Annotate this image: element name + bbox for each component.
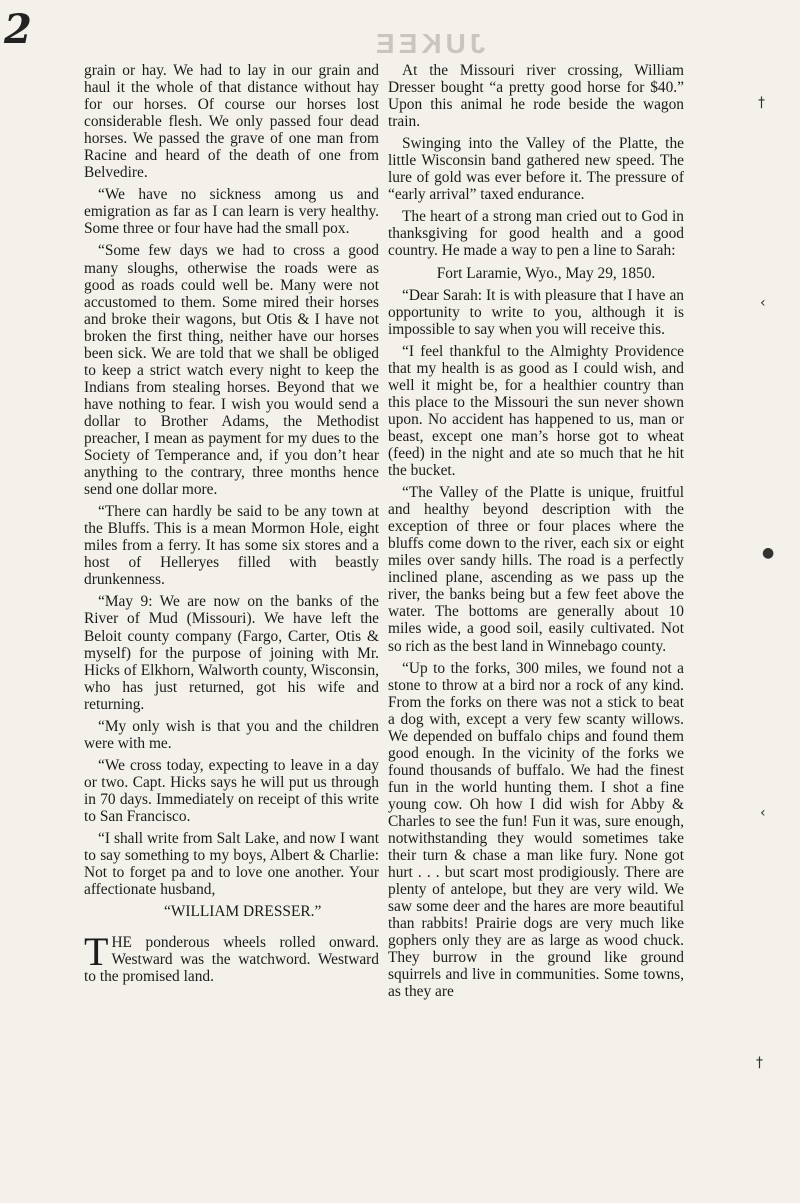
left-paragraph-2: “We have no sickness among us and emigration as far as I can learn is very healthy. Some three or four have had the small pox. <box>84 186 379 238</box>
left-paragraph-5: “May 9: We are now on the banks of the River of Mud (Missouri). We have left the Beloit county company (Fargo, Carter, Otis & myself) for the purpose of joining with Mr. Hicks of Elkhorn, Walworth county, Wisconsin, who has just returned, got his wife and returning. <box>84 593 379 713</box>
letter-dateline: Fort Laramie, Wyo., May 29, 1850. <box>436 264 656 282</box>
left-paragraph-3: “Some few days we had to cross a good many sloughs, otherwise the roads were as good as roads could well be. Many were not accustomed to them. Some mired their horses and broke their wagons, but Otis & I have not broken the first thing, neither have our horses been sick. We are told that we shall be obliged to keep a strict watch every night to keep the Indians from stealing horses. Beyond that we have nothing to fear. I wish you would send a dollar to Brother Adams, the Methodist preacher, I mean as payment for my dues to the Society of Temperance and, if you don’t hear anything to the contrary, three months hence send one dollar more. <box>84 242 379 499</box>
right-paragraph-2: Swinging into the Valley of the Platte, the little Wisconsin band gathered new speed. The lure of gold was ever before it. The pressure of “early arrival” taxed endurance. <box>388 135 684 204</box>
right-column <box>388 62 684 1000</box>
left-paragraph-6: “My only wish is that you and the children were with me. <box>84 717 379 752</box>
right-paragraph-5: “I feel thankful to the Almighty Providence that my health is as good as I could wish, and well it might be, for a healthier country than this place to the Missouri the sun never shown upon. No accident has happened to us, man or beast, except one man’s horse got to wheat (feed) in the night and ate so much that he hit the bucket. <box>388 342 684 480</box>
right-paragraph-4: “Dear Sarah: It is with pleasure that I have an opportunity to write to you, although it is impossible to say when you will receive this. <box>388 286 684 338</box>
dropcap-paragraph-text: HE ponderous wheels rolled onward. Westward was the watchword. Westward to the promised land. <box>84 934 379 986</box>
right-paragraph-1: At the Missouri river crossing, William Dresser bought “a pretty good horse for $40.” Upon this animal he rode beside the wagon train. <box>388 62 684 131</box>
letter-signature: “WILLIAM DRESSER.” <box>164 903 322 921</box>
right-paragraph-6: “The Valley of the Platte is unique, fruitful and healthy beyond description with the exception of three or four places where the bluffs come down to the river, each six or eight miles over sandy hills. The road is a perfectly inclined plane, ascending as we pass up the river, the banks being but a few feet above the water. The bottoms are generally about 10 miles wide, a good soil, easily cultivated. Not so rich as the best land in Winnebago county. <box>388 484 684 655</box>
right-paragraph-7: “Up to the forks, 300 miles, we found not a stone to throw at a bird nor a rock of any kind. From the forks on there was not a stick to beat a dog with, except a very few scanty willows. We depended on buffalo chips and found them good enough. In the vicinity of the forks we found thousands of buffalo. We had the finest fun in the world hunting them. I shot a fine young cow. Oh how I did wish for Abby & Charles to see the fun! Fun it was, sure enough, notwithstanding they would sometimes take their turn & chase a man like fury. None got hurt . . . but scart most prodigiously. There are plenty of antelope, but they are very wild. We saw some deer and the hares are more beautiful than rabbits! Prairie dogs are very much like gophers only they are as large as wood chuck. They burrow in the ground like ground squirrels and live in communities. Some towns, as they are <box>388 659 684 1001</box>
margin-mark: † <box>758 95 765 111</box>
margin-mark: † <box>756 1055 763 1071</box>
margin-mark: ● <box>762 545 775 561</box>
header-stamp: JUKEE <box>372 28 486 59</box>
left-paragraph-4: “There can hardly be said to be any town at the Bluffs. This is a mean Mormon Hole, eight miles from a ferry. It has some six stores and a host of Helleryes filled with beastly drunkenness. <box>84 503 379 589</box>
right-paragraph-3: The heart of a strong man cried out to God in thanksgiving for good health and a good country. He made a way to pen a line to Sarah: <box>388 208 684 260</box>
left-paragraph-dropcap <box>84 929 379 986</box>
left-paragraph-1: grain or hay. We had to lay in our grain and haul it the whole of that distance without hay for our horses. Of course our horses lost considerable flesh. We only passed four dead horses. We passed the grave of one man from Racine and heard of the death of one from Belvedire. <box>84 62 379 182</box>
dropcap-letter: T <box>84 929 109 975</box>
margin-mark: ‹ <box>760 295 766 311</box>
left-paragraph-7: “We cross today, expecting to leave in a day or two. Capt. Hicks says he will put us through in 70 days. Immediately on receipt of this write to San Francisco. <box>84 756 379 825</box>
left-paragraph-8: “I shall write from Salt Lake, and now I want to say something to my boys, Albert & Charlie: Not to forget pa and to love one another. Your affectionate husband, <box>84 830 379 899</box>
left-column <box>84 62 379 985</box>
page-number: 2 <box>4 6 32 53</box>
margin-mark: ‹ <box>760 805 766 821</box>
